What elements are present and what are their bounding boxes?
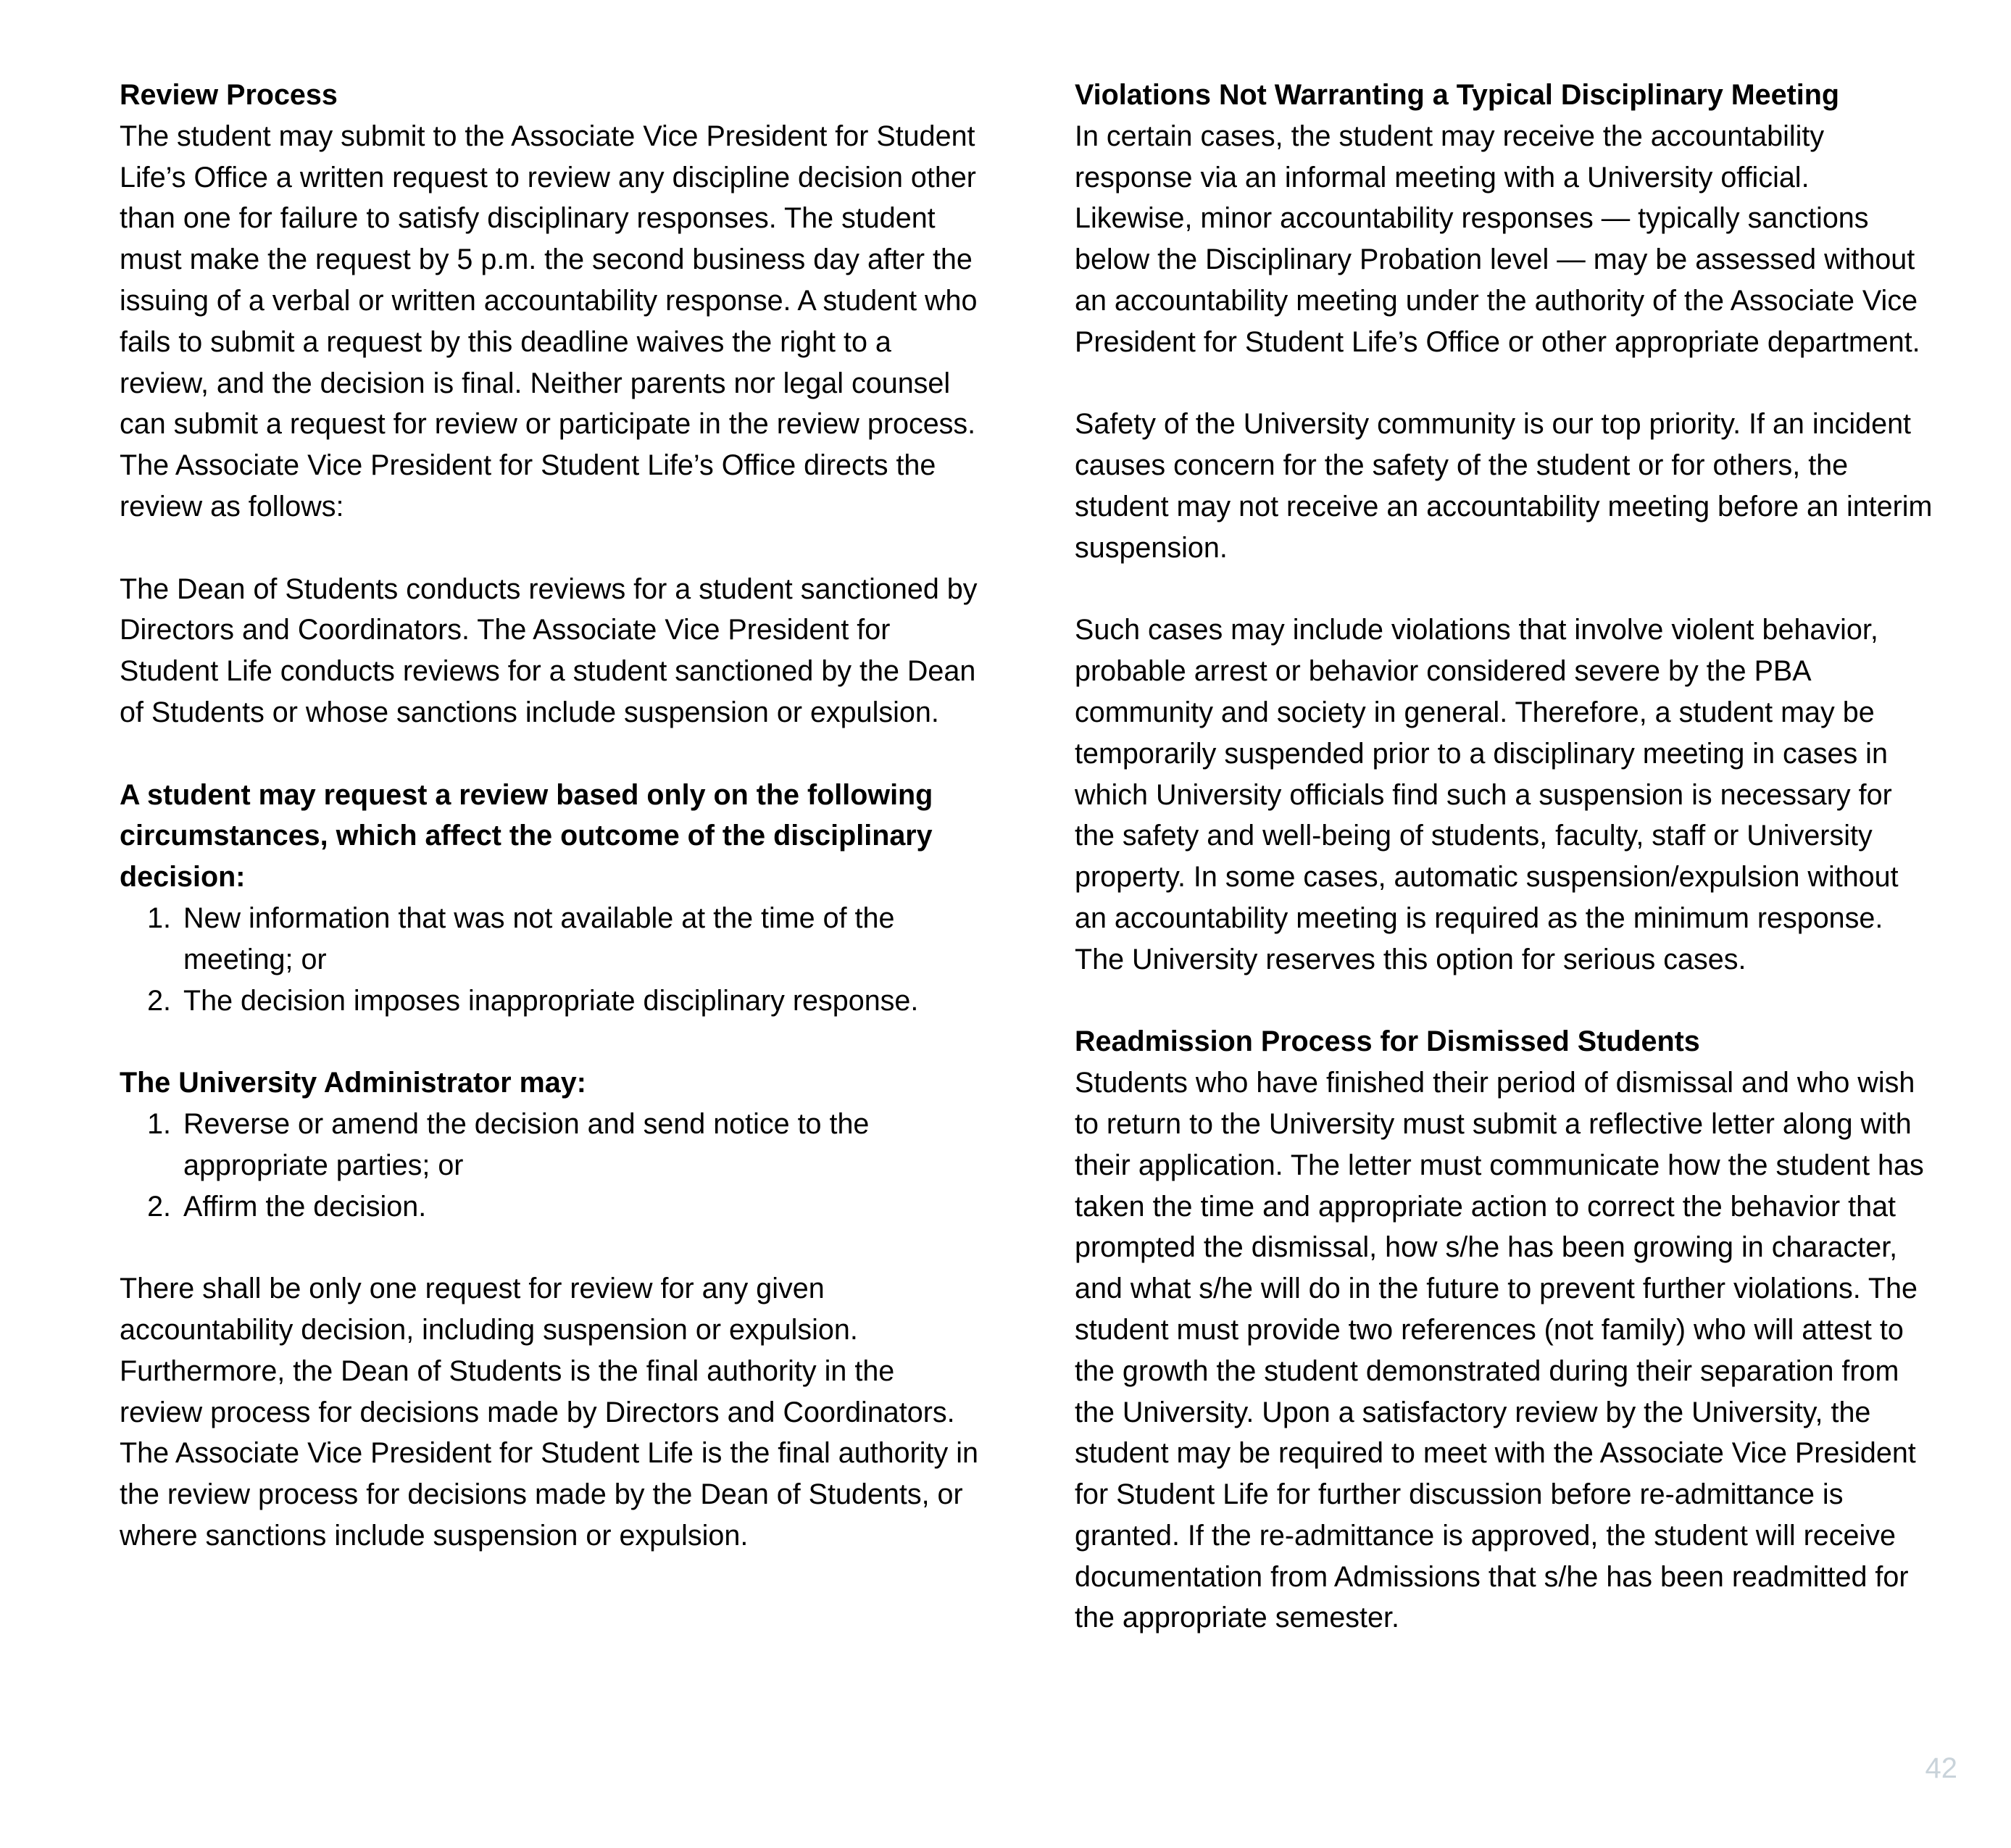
review-process-paragraph-2: The Dean of Students conducts reviews for a student sanctioned by Directors and Coordinators. The Associate Vice President for Student Life conducts reviews for a student sanctioned by the Dean of Students or whose sanctions include suspension or expulsion. (120, 573, 978, 728)
page-number: 42 (1925, 1752, 1957, 1784)
list-item: 2. The decision imposes inappropriate disciplinary response. (179, 981, 978, 1022)
review-process-heading: Review Process (120, 79, 338, 111)
violations-paragraph-3: Such cases may include violations that involve violent behavior, probable arrest or behavior considered severe by the PBA community and society in general. Therefore, a student may be temporarily suspended prior to a disciplinary meeting in cases in which University officials find such a suspension is necessary for the safety and well-being of students, faculty, staff or University property. In some cases, automatic suspension/expulsion without an accountability meeting is required as the minimum response. The University reserves this option for serious cases. (1075, 614, 1899, 975)
readmission-heading: Readmission Process for Dismissed Students (1075, 1025, 1700, 1058)
violations-heading: Violations Not Warranting a Typical Disciplinary Meeting (1075, 79, 1839, 111)
violations-paragraph-1: In certain cases, the student may receive the accountability response via an informal meeting with a University official. Likewise, minor accountability responses — typically sanctions below the Disciplinary Probation level — may be assessed without an accountability meeting under the authority of the Associate Vice President for Student Life’s Office or other appropriate department. (1075, 120, 1920, 358)
violations-paragraph-2: Safety of the University community is our top priority. If an incident causes concern for the safety of the student or for others, the student may not receive an accountability meeting before an interim suspension. (1075, 408, 1933, 564)
left-column (120, 75, 978, 1557)
circumstances-list (120, 898, 978, 1021)
review-limit-paragraph: There shall be only one request for review for any given accountability decision, including suspension or expulsion. Furthermore, the Dean of Students is the final authority in the review process for decisions made by Directors and Coordinators. The Associate Vice President for Student Life is the final authority in the review process for decisions made by the Dean of Students, or where sanctions include suspension or expulsion. (120, 1273, 978, 1552)
administrator-heading: The University Administrator may: (120, 1067, 586, 1099)
administrator-options-list (120, 1104, 978, 1227)
circumstances-heading: A student may request a review based only on the following circumstances, which affect the outcome of the disciplinary decision: (120, 778, 933, 894)
list-item: 2. Affirm the decision. (179, 1186, 978, 1228)
readmission-paragraph: Students who have finished their period of dismissal and who wish to return to the University must submit a reflective letter along with their application. The letter must communicate how the student has taken the time and appropriate action to correct the behavior that prompted the dismissal, how s/he has been growing in character, and what s/he will do in the future to prevent further violations. The student must provide two references (not family) who will attest to the growth the student demonstrated during their separation from the University. Upon a satisfactory review by the University, the student may be required to meet with the Associate Vice President for Student Life for further discussion before re-admittance is granted. If the re-admittance is approved, the student will receive documentation from Admissions that s/he has been readmitted for the appropriate semester. (1075, 1067, 1924, 1634)
review-process-paragraph-1: The student may submit to the Associate Vice President for Student Life’s Office a written request to review any discipline decision other than one for failure to satisfy disciplinary responses. The student must make the request by 5 p.m. the second business day after the issuing of a verbal or written accountability response. A student who fails to submit a request by this deadline waives the right to a review, and the decision is final. Neither parents nor legal counsel can submit a request for review or participate in the review process. The Associate Vice President for Student Life’s Office directs the review as follows: (120, 120, 978, 523)
list-item: 1. New information that was not available at the time of the meeting; or (179, 898, 978, 981)
right-column (1075, 75, 1933, 1639)
list-item: 1. Reverse or amend the decision and send notice to the appropriate parties; or (179, 1104, 978, 1186)
